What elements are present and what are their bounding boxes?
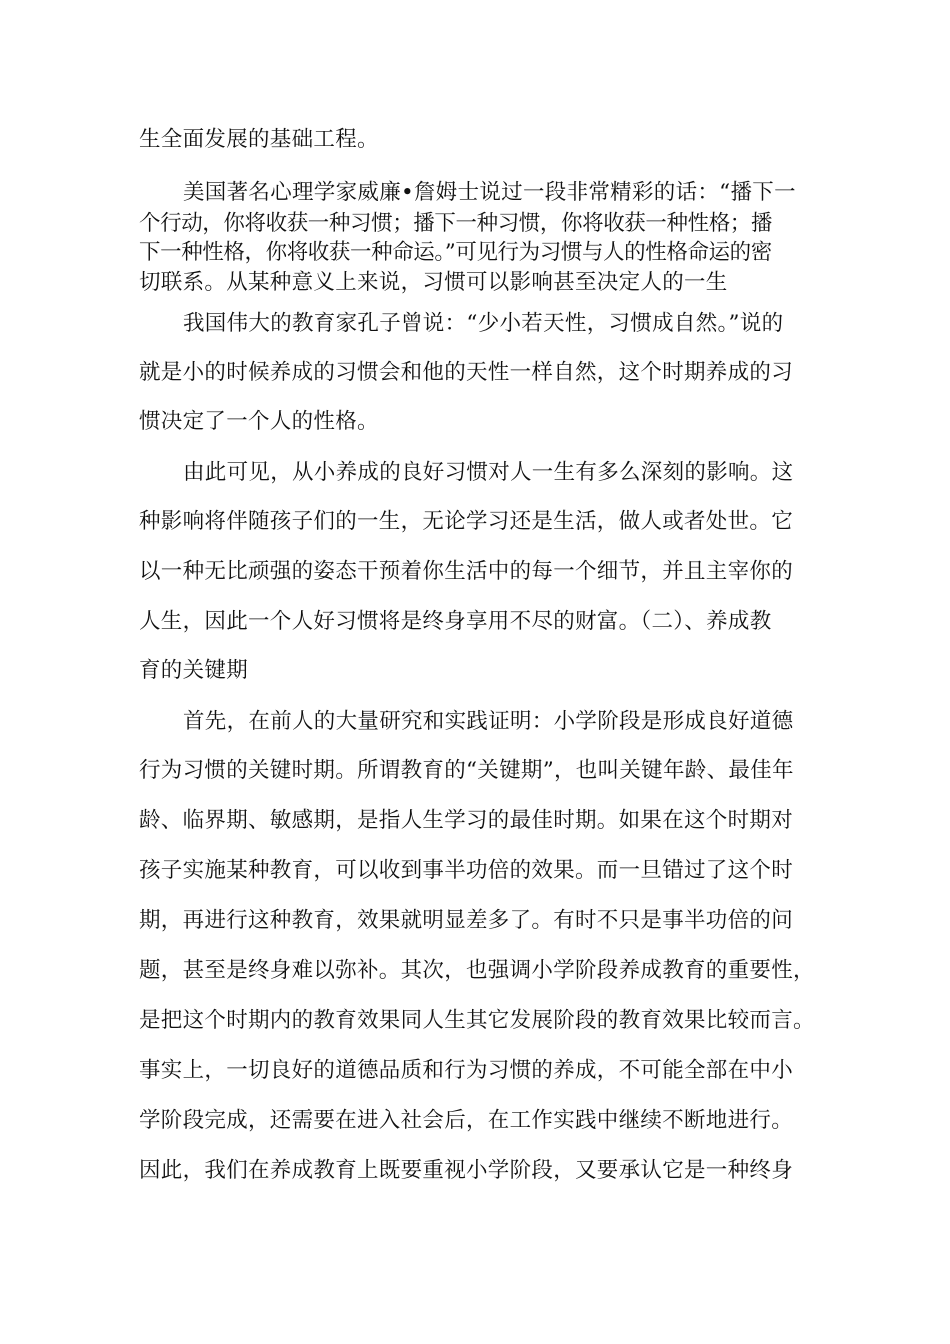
text-line-23: 因此，我们在养成教育上既要重视小学阶段，又要承认它是一种终身 [139, 1158, 794, 1183]
text-line-1: 生全面发展的基础工程。 [139, 127, 379, 152]
text-line-11: 以一种无比顽强的姿态干预着你生活中的每一个细节，并且主宰你的 [139, 559, 794, 584]
text-line-17: 孩子实施某种教育，可以收到事半功倍的效果。而一旦错过了这个时 [139, 858, 794, 883]
text-line-2: 美国著名心理学家威廉•詹姆士说过一段非常精彩的话：“播下一 [183, 180, 796, 205]
text-line-21: 事实上，一切良好的道德品质和行为习惯的养成，不可能全部在中小 [139, 1058, 794, 1083]
text-line-8: 惯决定了一个人的性格。 [139, 409, 379, 434]
text-line-3: 个行动，你将收获一种习惯；播下一种习惯，你将收获一种性格；播 [139, 211, 773, 236]
text-line-5: 切联系。从某种意义上来说，习惯可以影响甚至决定人的一生 [139, 270, 728, 295]
text-line-4: 下一种性格，你将收获一种命运。”可见行为习惯与人的性格命运的密 [139, 240, 772, 265]
text-line-20: 是把这个时期内的教育效果同人生其它发展阶段的教育效果比较而言。 [139, 1008, 815, 1033]
text-line-15: 行为习惯的关键时期。所谓教育的“关键期”，也叫关键年龄、最佳年 [139, 758, 794, 783]
text-line-18: 期，再进行这种教育，效果就明显差多了。有时不只是事半功倍的问 [139, 908, 794, 933]
text-line-13: 育的关键期 [139, 658, 249, 683]
text-line-22: 学阶段完成，还需要在进入社会后，在工作实践中继续不断地进行。 [139, 1108, 794, 1133]
text-line-7: 就是小的时候养成的习惯会和他的天性一样自然，这个时期养成的习 [139, 360, 794, 385]
text-line-14: 首先，在前人的大量研究和实践证明：小学阶段是形成良好道德 [183, 709, 794, 734]
text-line-19: 题，甚至是终身难以弥补。其次，也强调小学阶段养成教育的重要性， [139, 958, 815, 983]
text-line-6: 我国伟大的教育家孔子曾说：“少小若天性，习惯成自然。”说的 [183, 311, 784, 336]
text-line-12: 人生，因此一个人好习惯将是终身享用不尽的财富。（二）、养成教 [139, 609, 772, 634]
text-line-10: 种影响将伴随孩子们的一生，无论学习还是生活，做人或者处世。它 [139, 509, 794, 534]
text-line-9: 由此可见，从小养成的良好习惯对人一生有多么深刻的影响。这 [183, 460, 794, 485]
text-line-16: 龄、临界期、敏感期，是指人生学习的最佳时期。如果在这个时期对 [139, 808, 794, 833]
